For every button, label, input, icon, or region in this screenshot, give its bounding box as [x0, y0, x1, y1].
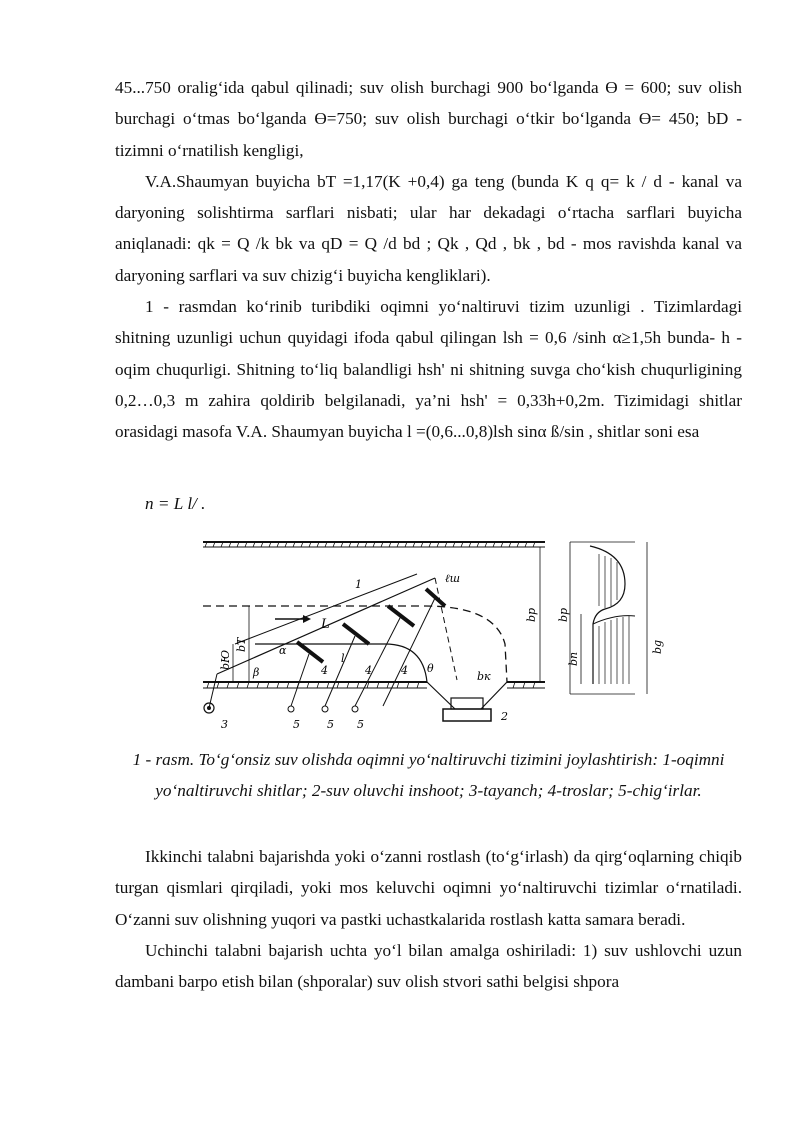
label-5b: 5 [327, 718, 334, 731]
paragraph-3: 1 - rasmdan ko‘rinib turibdiki oqimni yo‘naltiruvi tizim uzunligi . Tizimlardagi shitning uzunligi uchun quyidagi ifoda qabul qilingan lsh = 0,6 /sinh α≥1,5h bunda- h -oqim chuqurligi. Shitning to‘liq balandligi hsh' ni shitning suvga cho‘kish chuqurligining 0,2…0,3 m zahira qoldirib belgilanadi, ya’ni hsh' = 0,33h+0,2m. Tizimidagi shitlar orasidagi masofa V.A. Shaumyan buyicha l =(0,6...0,8)lsh sinα ß/sin , shitlar soni esa [115, 297, 742, 442]
figure-flow-guiding-system [195, 534, 665, 740]
text-block-bottom [115, 841, 742, 997]
label-bk: bк [477, 670, 491, 683]
label-1: 1 [355, 578, 362, 591]
label-bp-2: bp [557, 607, 570, 622]
label-4b: 4 [365, 664, 372, 677]
label-3: 3 [221, 718, 228, 731]
label-4c: 4 [401, 664, 408, 677]
label-beta: β [253, 666, 260, 679]
paragraph-1: 45...750 oralig‘ida qabul qilinadi; suv olish burchagi 900 bo‘lganda ϴ = 600; suv olish burchagi o‘tmas bo‘lganda ϴ=750; suv olish burchagi o‘tkir bo‘lganda ϴ= 450; bD - tizimni o‘rnatilish kengligi, [115, 78, 742, 160]
figure-caption: 1 - rasm. To‘g‘onsiz suv olishda oqimni yo‘naltiruvchi tizimini joylashtirish: 1-oqimni yo‘naltiruvchi shitlar; 2-suv oluvchi inshoot; 3-tayanch; 4-troslar; 5-chig‘irlar. [132, 750, 725, 800]
label-4a: 4 [321, 664, 328, 677]
label-bd: bg [651, 639, 664, 654]
label-alpha: α [279, 644, 287, 657]
label-L: L [321, 617, 330, 632]
paragraph-5: Uchinchi talabni bajarish uchta yo‘l bilan amalga oshiriladi: 1) suv ushlovchi uzun dambani barpo etish bilan (shporalar) suv olish stvori sathi belgisi shpora [115, 940, 742, 992]
label-bn: bn [567, 651, 580, 666]
label-theta: θ [427, 662, 434, 675]
label-5a: 5 [293, 718, 300, 731]
label-2: 2 [501, 710, 508, 723]
label-l-sh: ℓш [445, 572, 461, 585]
paragraph-4: Ikkinchi talabni bajarishda yoki o‘zanni rostlash (to‘g‘irlash) da qirg‘oqlarning chiqib turgan qismlari qirqiladi, yoki mos keluvchi oqimni yo‘naltiruvchi tizimlar o‘rnatiladi. O‘zanni suv olishning yuqori va pastki uchastkalarida rostlash katta samara beradi. [115, 847, 742, 929]
label-5c: 5 [357, 718, 364, 731]
text-block-top [115, 72, 742, 448]
label-l: l [341, 652, 345, 665]
label-byu: bЮ [219, 649, 232, 670]
formula-n: n = L l/ . [145, 494, 206, 513]
paragraph-2: V.A.Shaumyan buyicha bT =1,17(K +0,4) ga teng (bunda K q q= k / d - kanal va daryoning solishtirma sarflari nisbati; ular har dekadagi o‘rtacha sarflari buyicha aniqlanadi: qk = Q /k bk va qD = Q /d bd ; Qk , Qd , bk , bd - mos ravishda kanal va daryoning sarflari va suv chizig‘i buyicha kengliklari). [115, 171, 742, 285]
label-bT: bT [235, 637, 248, 652]
label-bp-1: bp [525, 607, 538, 622]
